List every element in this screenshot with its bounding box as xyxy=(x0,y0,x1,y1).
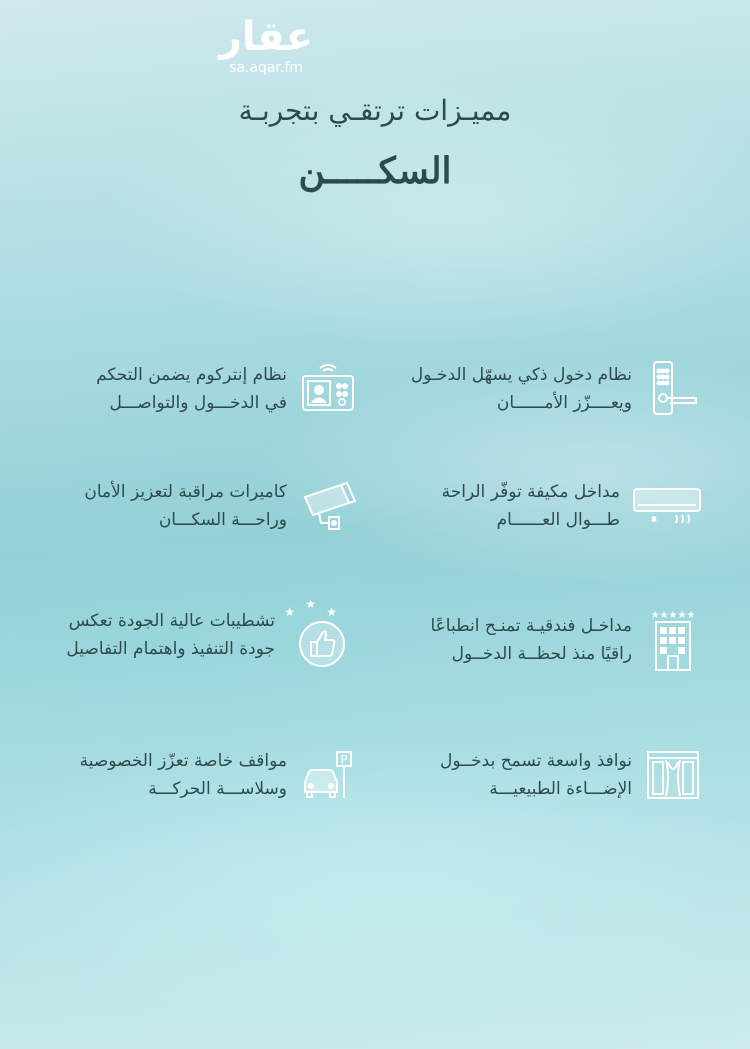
svg-text:★★★★★: ★★★★★ xyxy=(650,610,696,621)
window-icon xyxy=(644,746,702,804)
svg-text:★: ★ xyxy=(326,605,337,619)
smart-lock-icon xyxy=(644,360,702,418)
feature-air-conditioned xyxy=(442,477,702,535)
feature-finishing xyxy=(66,598,357,672)
feature-line2: وراحـــة السكـــان xyxy=(158,510,287,530)
intercom-icon xyxy=(299,360,357,418)
feature-line1: مواقف خاصة تعزّز الخصوصية xyxy=(79,751,287,771)
svg-text:P: P xyxy=(340,753,348,767)
feature-line1: نظام دخول ذكي يسهّل الدخـول xyxy=(410,365,632,385)
logo-url: sa.aqar.fm xyxy=(229,60,303,76)
feature-line1: مداخل مكيفة توفّر الراحة xyxy=(441,482,620,502)
feature-parking xyxy=(80,746,357,804)
thumbs-up-stars-icon xyxy=(284,597,357,672)
feature-line2: الإضـــاءة الطبيعيـــة xyxy=(489,779,632,799)
feature-cameras xyxy=(84,477,357,535)
svg-text:★: ★ xyxy=(284,605,295,619)
air-conditioner-icon xyxy=(632,477,702,535)
feature-line1: كاميرات مراقبة لتعزيز الأمان xyxy=(84,482,287,502)
feature-line1: مداخـل فندقيـة تمنـح انطباعًا xyxy=(430,616,632,636)
feature-line2: في الدخـــول والتواصـــل xyxy=(109,393,287,413)
feature-line1: تشطيبات عالية الجودة تعكس xyxy=(68,611,275,631)
feature-line2: جودة التنفيذ واهتمام التفاصيل xyxy=(66,639,275,659)
feature-line1: نظام إنتركوم يضمن التحكم xyxy=(96,365,287,385)
aqar-logo xyxy=(208,14,324,76)
security-camera-icon xyxy=(299,477,357,535)
feature-line2: ويعــــزّز الأمــــــان xyxy=(496,393,632,413)
feature-intercom xyxy=(96,360,357,418)
feature-line2: طـــوال العــــــام xyxy=(496,510,620,530)
page-title: مميـزات ترتقـي بتجربـة xyxy=(238,94,512,127)
feature-line2: راقيًا منذ لحظــة الدخــول xyxy=(451,644,632,664)
feature-smart-lock xyxy=(411,360,702,418)
feature-line2: وسلاســـة الحركـــة xyxy=(148,779,287,799)
feature-windows xyxy=(440,746,702,804)
logo-word: عقار xyxy=(218,14,314,60)
car-parking-icon xyxy=(299,746,357,804)
feature-line1: نوافذ واسعة تسمح بدخــول xyxy=(440,751,632,771)
page-subtitle: السكـــــن xyxy=(298,150,452,192)
feature-hotel-entrance xyxy=(430,608,702,672)
svg-text:★: ★ xyxy=(305,597,316,611)
hotel-building-icon xyxy=(644,608,702,672)
